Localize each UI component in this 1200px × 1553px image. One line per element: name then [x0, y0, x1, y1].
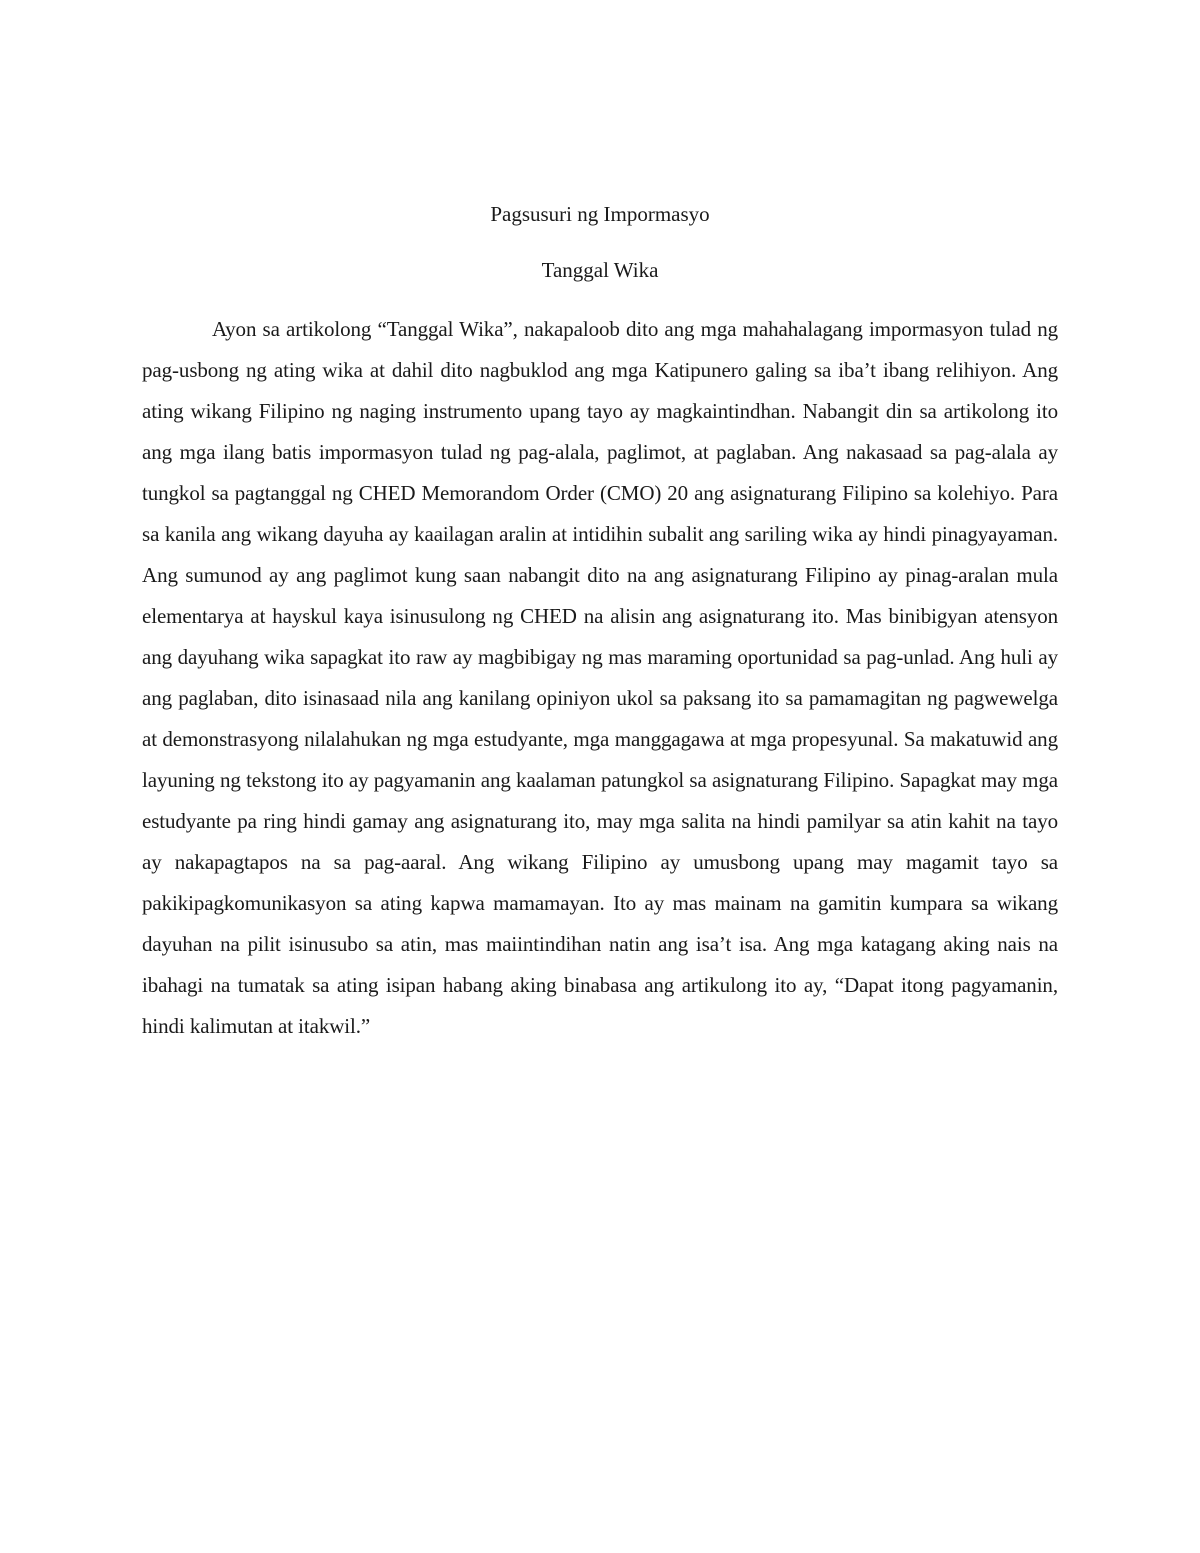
document-subtitle: Tanggal Wika [541, 258, 659, 282]
document-title: Pagsusuri ng Impormasyo [490, 202, 710, 226]
body-paragraph: Ayon sa artikolong “Tanggal Wika”, nakapaloob dito ang mga mahahalagang impormasyon tulad ng pag-usbong ng ating wika at dahil dito nagbuklod ang mga Katipunero galing sa iba’t ibang relihiyon. Ang ating wikang Filipino ng naging instrumento upang tayo ay magkaintindhan. Nabangit din sa artikolong ito ang mga ilang batis impormasyon tulad ng pag-alala, paglimot, at paglaban. Ang nakasaad sa pag-alala ay tungkol sa pagtanggal ng CHED Memorandom Order (CMO) 20 ang asignaturang Filipino sa kolehiyo. Para sa kanila ang wikang dayuha ay kaailagan aralin at intidihin subalit ang sariling wika ay hindi pinagyayaman. Ang sumunod ay ang paglimot kung saan nabangit dito na ang asignaturang Filipino ay pinag-aralan mula elementarya at hayskul kaya isinusulong ng CHED na alisin ang asignaturang ito. Mas binibigyan atensyon ang dayuhang wika sapagkat ito raw ay magbibigay ng mas maraming oportunidad sa pag-unlad. Ang huli ay ang paglaban, dito isinasaad nila ang kanilang opiniyon ukol sa paksang ito sa pamamagitan ng pagwewelga at demonstrasyong nilalahukan ng mga estudyante, mga manggagawa at mga propesyunal. Sa makatuwid ang layuning ng tekstong ito ay pagyamanin ang kaalaman patungkol sa asignaturang Filipino. Sapagkat may mga estudyante pa ring hindi gamay ang asignaturang ito, may mga salita na hindi pamilyar sa atin kahit na tayo ay nakapagtapos na sa pag-aaral. Ang wikang Filipino ay umusbong upang may magamit tayo sa pakikipagkomunikasyon sa ating kapwa mamamayan. Ito ay mas mainam na gamitin kumpara sa wikang dayuhan na pilit isinusubo sa atin, mas maiintindihan natin ang isa’t isa. Ang mga katagang aking nais na ibahagi na tumatak sa ating isipan habang aking binabasa ang artikulong ito ay, “Dapat itong pagyamanin, hindi kalimutan at itakwil.” [142, 317, 1058, 1038]
